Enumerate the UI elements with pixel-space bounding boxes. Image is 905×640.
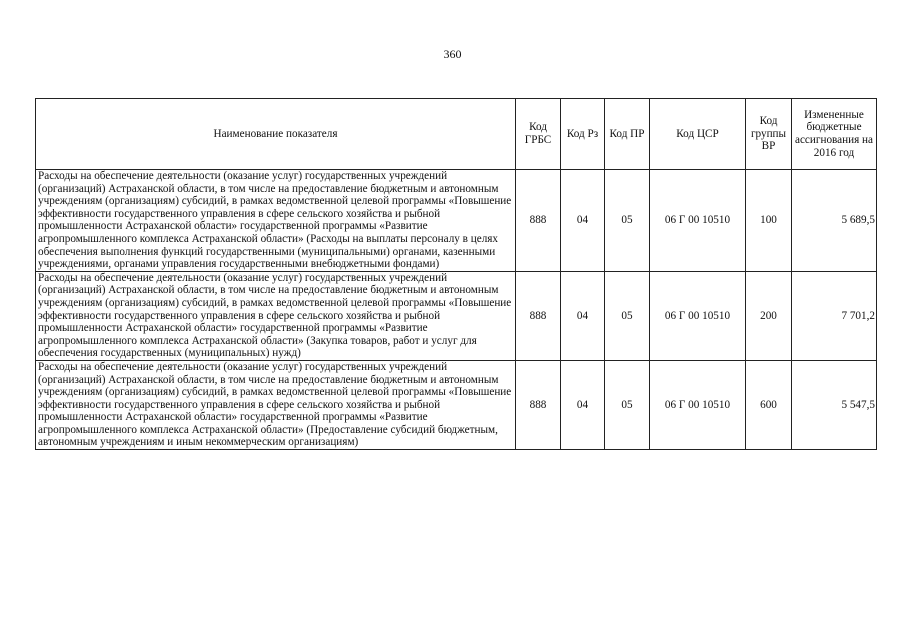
- row-name: Расходы на обеспечение деятельности (оказание услуг) государственных учреждений (организаций) Астраханской области, в том числе на предоставление бюджетным и автономным учреждениям (организациям) субсидий, в рамках ведомственной целевой программы «Повышение эффективности государственного управления в сфере сельского хозяйства и рыбной промышленности Астраханской области» государственной программы «Развитие агропромышленного комплекса Астраханской области» (Предоставление субсидий бюджетным, автономным учреждениям и иным некоммерческим организациям): [36, 360, 516, 449]
- row-rz: 04: [561, 360, 605, 449]
- page-number: 360: [443, 47, 462, 61]
- header-rz: Код Рз: [561, 99, 605, 170]
- table-row: [36, 360, 877, 449]
- header-name: Наименование показателя: [36, 99, 516, 170]
- row-grbs: 888: [516, 360, 561, 449]
- row-csr: 06 Г 00 10510: [650, 360, 746, 449]
- row-pr: 05: [605, 170, 650, 272]
- row-name: Расходы на обеспечение деятельности (оказание услуг) государственных учреждений (организаций) Астраханской области, в том числе на предоставление бюджетным и автономным учреждениям (организациям) субсидий, в рамках ведомственной целевой программы «Повышение эффективности государственного управления в сфере сельского хозяйства и рыбной промышленности Астраханской области» государственной программы «Развитие агропромышленного комплекса Астраханской области» (Закупка товаров, работ и услуг для обеспечения государственных (муниципальных) нужд): [36, 271, 516, 360]
- row-vr: 600: [746, 360, 792, 449]
- header-csr: Код ЦСР: [650, 99, 746, 170]
- header-pr: Код ПР: [605, 99, 650, 170]
- table-row: [36, 271, 877, 360]
- row-vr: 100: [746, 170, 792, 272]
- row-amount: 5 547,5: [792, 360, 877, 449]
- budget-table: [35, 98, 877, 450]
- row-pr: 05: [605, 271, 650, 360]
- row-amount: 7 701,2: [792, 271, 877, 360]
- header-grbs: Код ГРБС: [516, 99, 561, 170]
- row-vr: 200: [746, 271, 792, 360]
- row-pr: 05: [605, 360, 650, 449]
- row-amount: 5 689,5: [792, 170, 877, 272]
- row-rz: 04: [561, 170, 605, 272]
- row-grbs: 888: [516, 170, 561, 272]
- row-rz: 04: [561, 271, 605, 360]
- table-header-row: [36, 99, 877, 170]
- header-amount: Измененные бюджетные ассигнования на 2016 год: [792, 99, 877, 170]
- header-vr: Код группы ВР: [746, 99, 792, 170]
- row-grbs: 888: [516, 271, 561, 360]
- row-csr: 06 Г 00 10510: [650, 170, 746, 272]
- row-name: Расходы на обеспечение деятельности (оказание услуг) государственных учреждений (организаций) Астраханской области, в том числе на предоставление бюджетным и автономным учреждениям (организациям) субсидий, в рамках ведомственной целевой программы «Повышение эффективности государственного управления в сфере сельского хозяйства и рыбной промышленности Астраханской области» государственной программы «Развитие агропромышленного комплекса Астраханской области» (Расходы на выплаты персоналу в целях обеспечения выполнения функций государственными (муниципальными) органами, казенными учреждениями, органами управления государственными внебюджетными фондами): [36, 170, 516, 272]
- row-csr: 06 Г 00 10510: [650, 271, 746, 360]
- table-row: [36, 170, 877, 272]
